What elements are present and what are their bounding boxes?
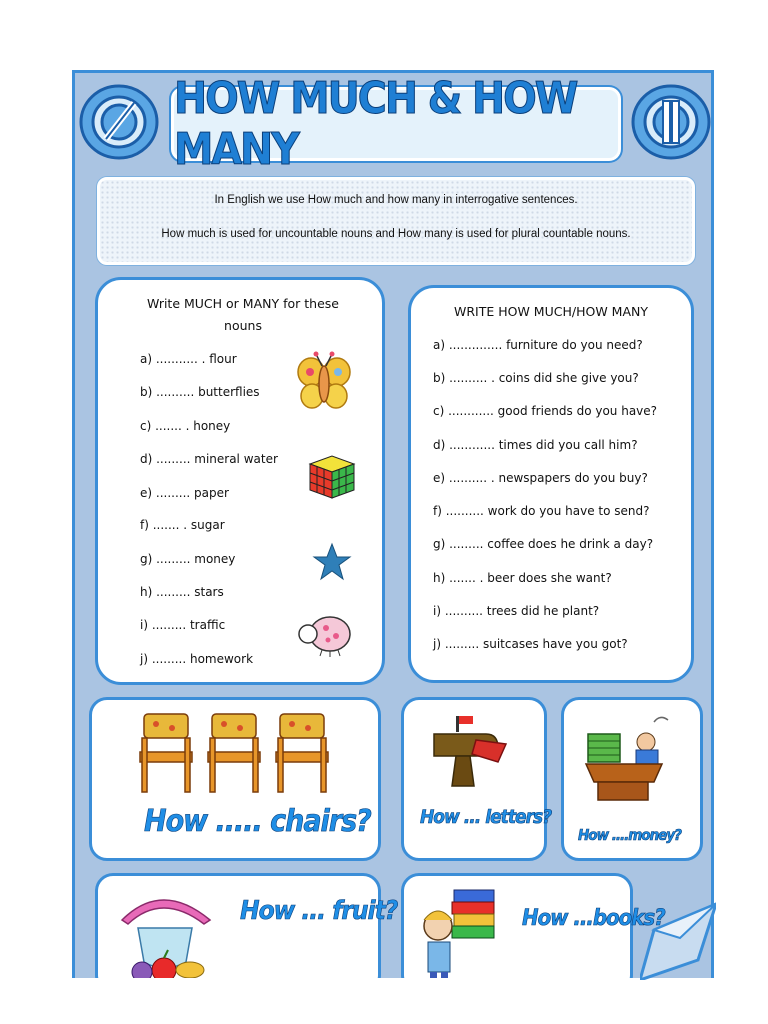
money-caption: How ....money?: [578, 826, 681, 844]
exercise-2-item: d) ............ times did you call him?: [433, 438, 638, 452]
butterfly-icon: [296, 350, 352, 414]
exercise-2-item: b) .......... . coins did she give you?: [433, 371, 639, 385]
exercise-much-many-panel: [95, 277, 385, 685]
letters-caption: How ... letters?: [420, 806, 552, 828]
exercise-1-heading-line-1: Write MUCH or MANY for these: [147, 296, 339, 311]
exercise-1-item: g) ......... money: [140, 552, 236, 566]
fruit-picture-box: [95, 873, 398, 978]
fruit-bowl-icon: [108, 884, 218, 978]
chairs-icon: [136, 712, 332, 794]
ladybug-icon: [296, 610, 354, 658]
girl-with-books-icon: [418, 886, 500, 978]
exercise-2-item: g) ......... coffee does he drink a day?: [433, 537, 654, 551]
exercise-how-much-how-many-panel: [408, 285, 694, 683]
exercise-1-item: i) ......... traffic: [140, 618, 226, 632]
exercise-2-item: i) .......... trees did he plant?: [433, 604, 600, 618]
exercise-1-item: d) ......... mineral water: [140, 452, 278, 466]
exercise-1-item: c) ....... . honey: [140, 419, 231, 433]
exercise-2-item: e) .......... . newspapers do you buy?: [433, 471, 648, 485]
books-picture-box: [401, 873, 665, 978]
money-desk-icon: [584, 712, 680, 804]
logo-right-icon: [630, 81, 712, 163]
title-banner: [171, 73, 621, 175]
page-curl-icon: [640, 900, 716, 980]
worksheet-sheet: [72, 70, 714, 978]
chairs-caption: How ..... chairs?: [144, 804, 371, 839]
intro-line-1: In English we use How much and how many in interrogative sentences.: [214, 194, 578, 206]
chairs-picture-box: [89, 697, 381, 861]
exercise-2-heading: WRITE HOW MUCH/HOW MANY: [454, 304, 648, 319]
page-title: HOW MUCH & HOW MANY: [174, 73, 577, 175]
exercise-2-item: c) ............ good friends do you have?: [433, 404, 658, 418]
exercise-2-item: f) .......... work do you have to send?: [433, 504, 650, 518]
star-icon: [312, 542, 352, 582]
exercise-2-item: a) .............. furniture do you need?: [433, 338, 643, 352]
money-picture-box: [561, 697, 703, 861]
intro-line-2: How much is used for uncountable nouns and How many is used for plural countable nouns.: [161, 228, 631, 240]
exercise-2-item: j) ......... suitcases have you got?: [433, 637, 628, 651]
exercise-1-item: h) ......... stars: [140, 585, 224, 599]
exercise-1-heading-line-2: nouns: [224, 318, 262, 333]
rubiks-cube-icon: [306, 452, 358, 502]
exercise-1-item: a) ........... . flour: [140, 352, 237, 366]
letters-picture-box: [401, 697, 552, 861]
exercise-1-item: b) .......... butterflies: [140, 385, 260, 399]
fruit-caption: How ... fruit?: [240, 896, 398, 926]
exercise-1-item: e) ......... paper: [140, 486, 229, 500]
logo-left-icon: [78, 81, 160, 163]
intro-box: [97, 177, 695, 265]
exercise-1-item: j) ......... homework: [140, 652, 254, 666]
exercise-1-item: f) ....... . sugar: [140, 518, 225, 532]
exercise-2-item: h) ....... . beer does she want?: [433, 571, 612, 585]
mailbox-icon: [426, 714, 508, 788]
books-caption: How ...books?: [522, 906, 665, 931]
